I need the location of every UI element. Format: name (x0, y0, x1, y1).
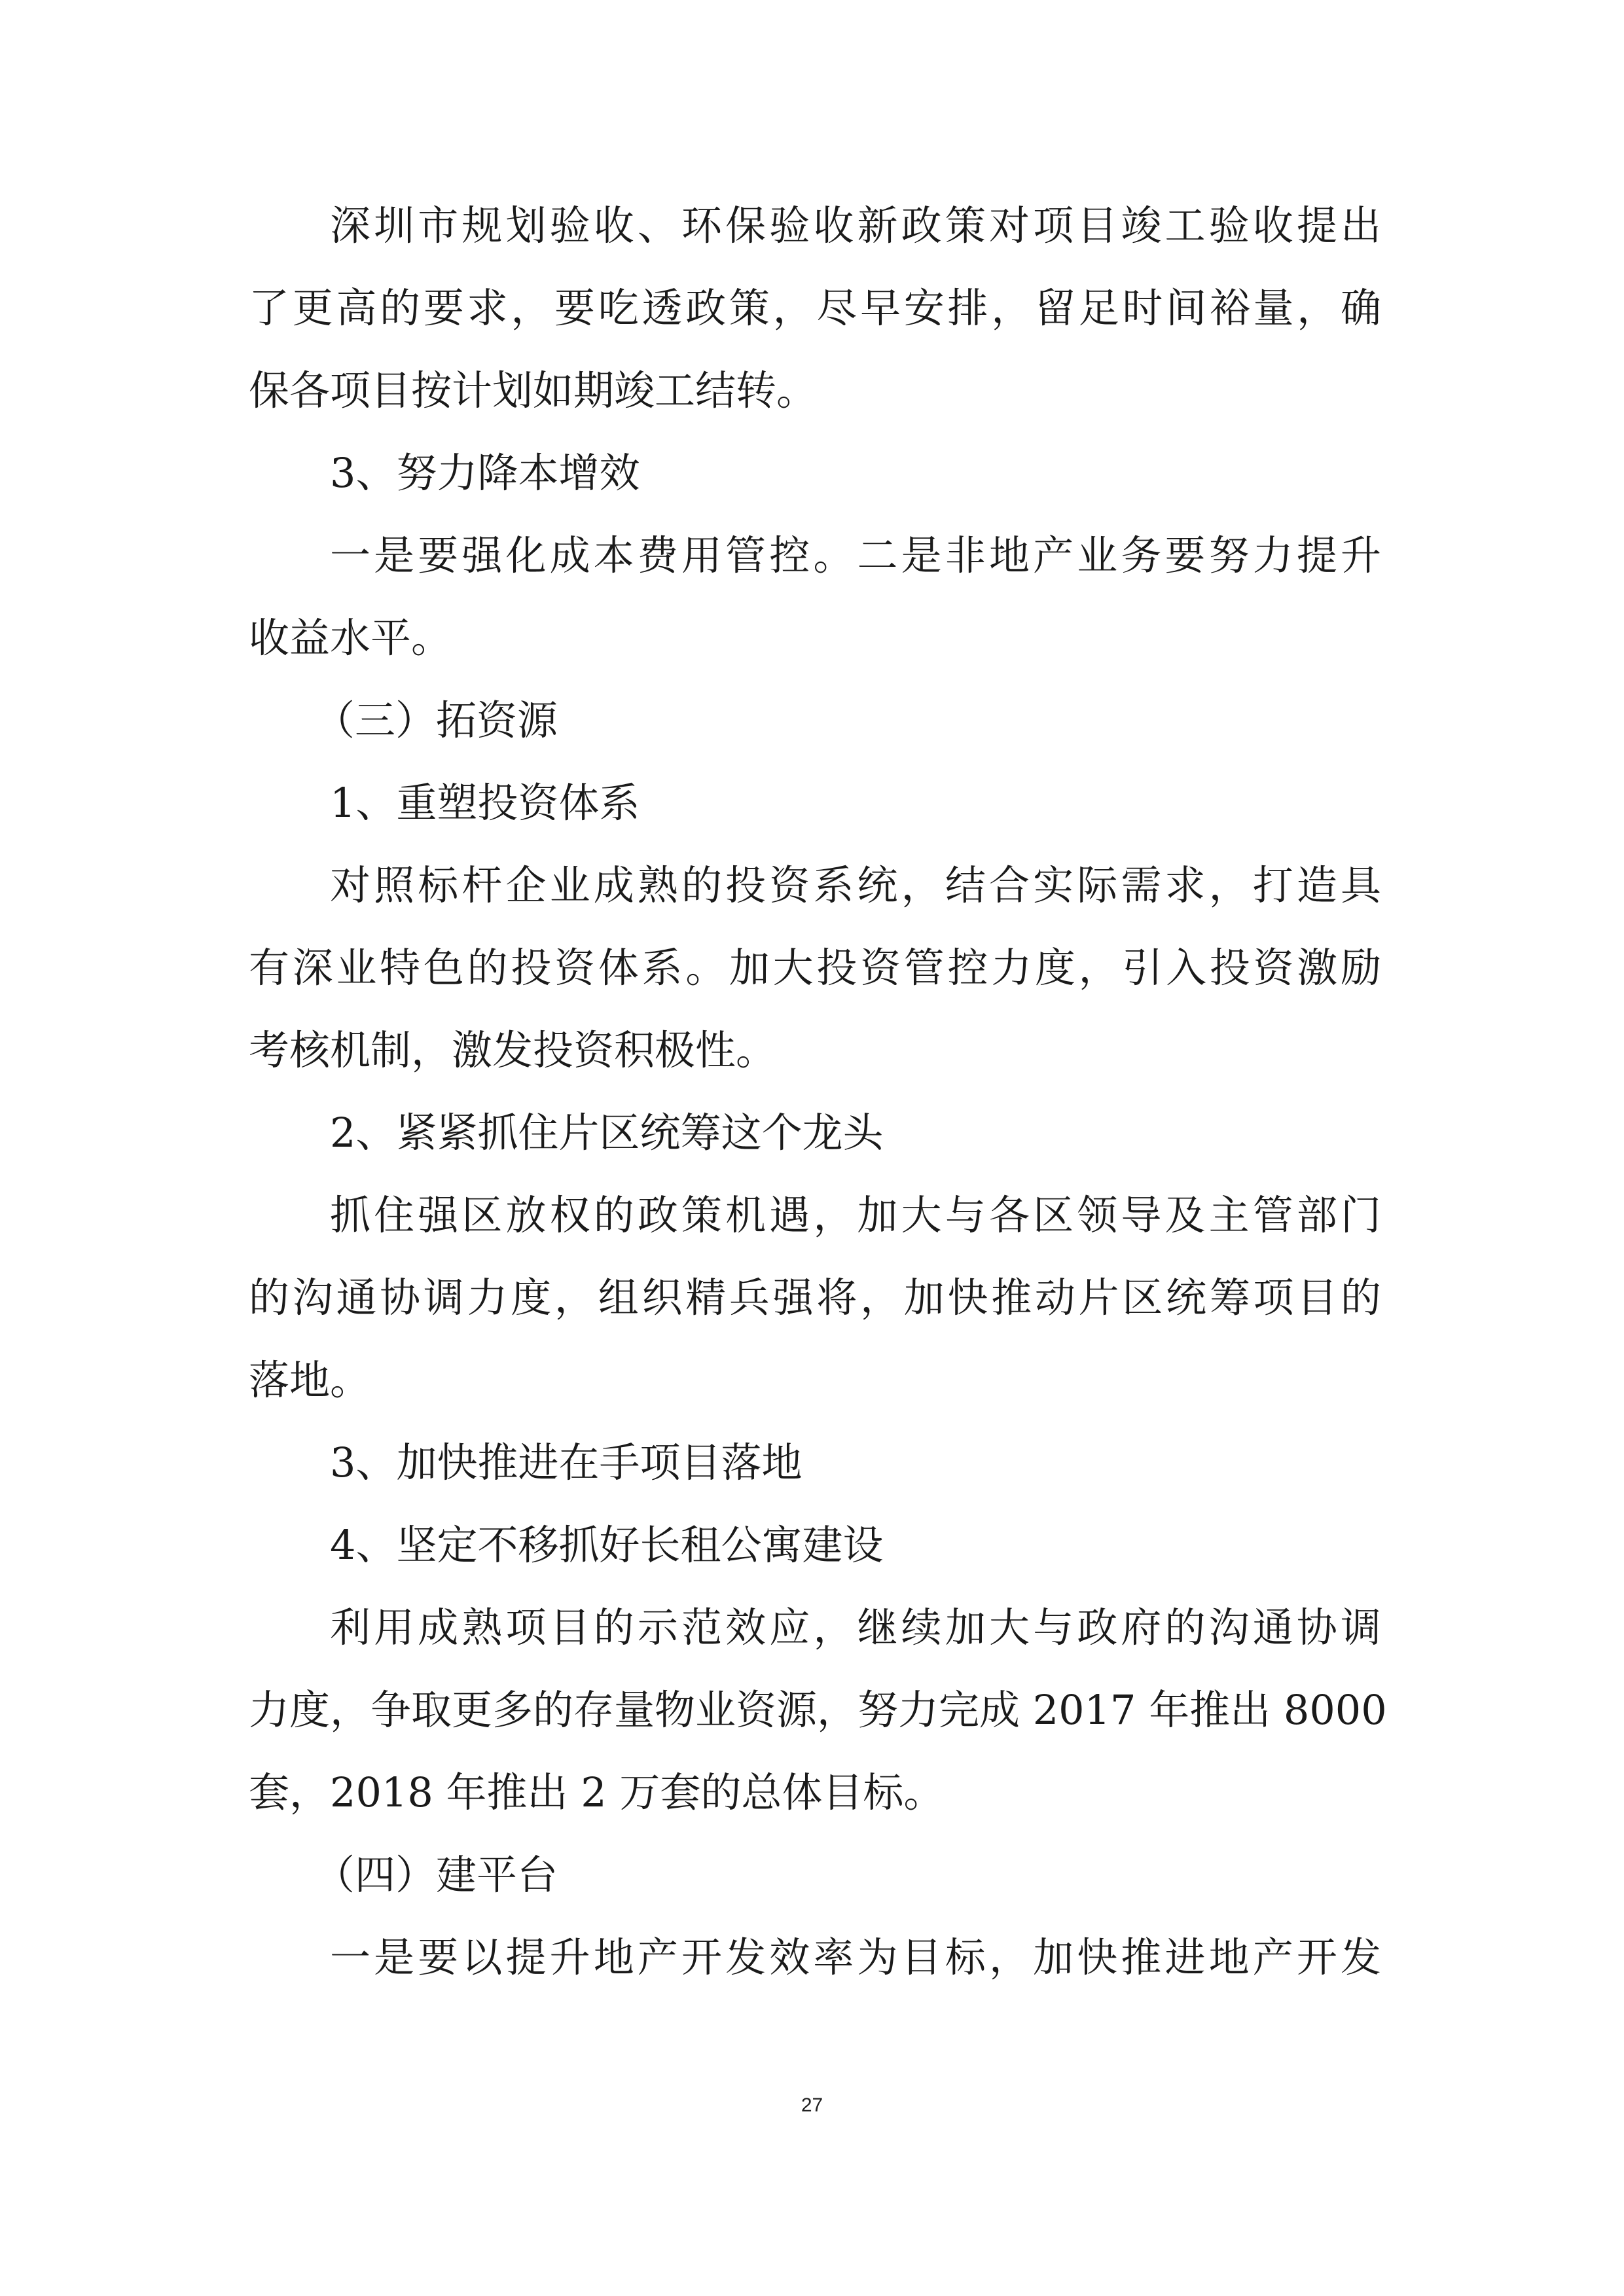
paragraph-line-15: 落地。 (249, 1356, 371, 1404)
section-heading-4: （四）建平台 (314, 1851, 558, 1899)
paragraph-line-13: 抓住强区放权的政策机遇，加大与各区领导及主管部门 (330, 1191, 1381, 1239)
heading-projects-landing: 3、加快推进在手项目落地 (330, 1439, 803, 1486)
paragraph-line-20: 套，2018 年推出 2 万套的总体目标。 (249, 1768, 945, 1816)
paragraph-line-22: 一是要以提升地产开发效率为目标，加快推进地产开发 (330, 1933, 1381, 1981)
paragraph-line-14: 的沟通协调力度，组织精兵强将，加快推动片区统筹项目的 (249, 1274, 1381, 1321)
paragraph-line-18: 利用成熟项目的示范效应，继续加大与政府的沟通协调 (330, 1604, 1381, 1651)
heading-district-planning: 2、紧紧抓住片区统筹这个龙头 (330, 1109, 884, 1157)
paragraph-line-6: 收益水平。 (249, 614, 452, 662)
heading-rental-apartments: 4、坚定不移抓好长租公寓建设 (330, 1521, 884, 1569)
paragraph-line-1: 深圳市规划验收、环保验收新政策对项目竣工验收提出 (330, 202, 1381, 249)
page-number: 27 (801, 2094, 823, 2116)
paragraph-line-5: 一是要强化成本费用管控。二是非地产业务要努力提升 (330, 531, 1381, 579)
paragraph-line-19: 力度，争取更多的存量物业资源，努力完成 2017 年推出 8000 (249, 1686, 1387, 1734)
paragraph-line-2: 了更高的要求，要吃透政策，尽早安排，留足时间裕量，确 (249, 284, 1381, 332)
heading-investment-system: 1、重塑投资体系 (330, 779, 640, 827)
paragraph-line-3: 保各项目按计划如期竣工结转。 (249, 367, 818, 414)
paragraph-line-10: 有深业特色的投资体系。加大投资管控力度，引入投资激励 (249, 944, 1381, 992)
paragraph-line-11: 考核机制，激发投资积极性。 (249, 1026, 777, 1074)
paragraph-line-9: 对照标杆企业成熟的投资系统，结合实际需求，打造具 (330, 861, 1381, 909)
heading-reduce-cost: 3、努力降本增效 (330, 449, 640, 497)
section-heading-3: （三）拓资源 (314, 696, 558, 744)
